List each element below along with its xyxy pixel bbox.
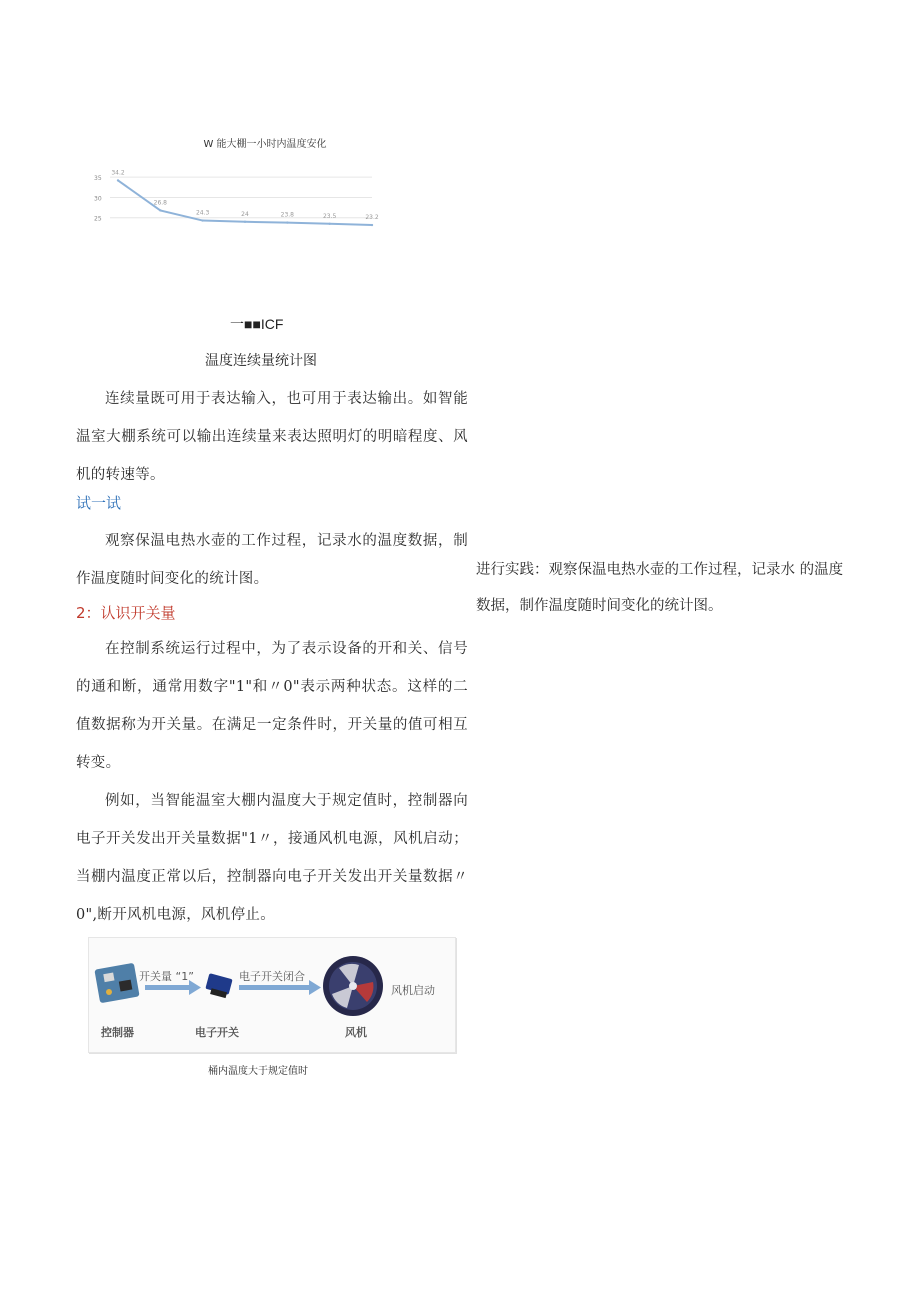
section2-body — [76, 630, 468, 934]
paragraph-continuous — [76, 380, 468, 494]
y-tick-label: 35 — [94, 175, 102, 183]
data-label: 24.3 — [195, 209, 210, 217]
section2-paragraph2: 例如，当智能温室大棚内温度大于规定值时，控制器向电子开关发出开关量数据"1〃，接通风机电源，风机启动；当棚内温度正常以后，控制器向电子开关发出开关量数据〃0",断开风机电源，风机停止。 — [76, 793, 468, 923]
data-label: 23.8 — [280, 211, 295, 219]
section2-heading: 2：认识开关量 — [76, 604, 176, 622]
data-point — [286, 221, 288, 223]
temperature-line-chart — [82, 160, 382, 240]
y-tick-label: 30 — [94, 195, 102, 203]
section2-paragraph1: 在控制系统运行过程中，为了表示设备的开和关、信号的通和断，通常用数字"1"和〃0"表示两种状态。这样的二值数据称为开关量。在满足一定条件时，开关量的值可相互转变。 — [76, 641, 468, 771]
fan-status-label: 风机启动 — [391, 984, 435, 997]
data-label: 34.2 — [111, 169, 125, 177]
switch-diagram — [88, 937, 456, 1053]
controller-label: 控制器 — [101, 1026, 134, 1039]
arrow1-label: 开关量 “1” — [139, 970, 194, 983]
data-label: 23.2 — [365, 214, 379, 222]
try-paragraph — [76, 522, 468, 598]
data-point — [328, 223, 330, 225]
side-note: 进行实践：观察保温电热水壶的工作过程，记录水 的温度数据，制作温度随时间变化的统计图。 — [476, 562, 844, 614]
controller-board-icon — [94, 963, 139, 1003]
chart-legend: 一■■ICF — [230, 316, 284, 332]
chart-title: W 能大棚一小时内温度安化 — [203, 139, 327, 150]
data-label: 23.5 — [322, 212, 337, 220]
diagram-caption: 桶内温度大于规定值时 — [208, 1066, 308, 1077]
switch-label: 电子开关 — [195, 1026, 239, 1039]
try-text: 观察保温电热水壶的工作过程，记录水的温度数据，制作温度随时间变化的统计图。 — [76, 533, 468, 587]
data-label: 26.8 — [153, 199, 168, 207]
y-tick-label: 25 — [94, 215, 102, 223]
figure-caption: 温度连续量统计图 — [205, 353, 317, 369]
paragraph-text: 连续量既可用于表达输入，也可用于表达输出。如智能温室大棚系统可以输出连续量来表达照明灯的明暗程度、风机的转速等。 — [76, 391, 468, 483]
data-point — [371, 224, 373, 226]
data-point — [117, 179, 119, 181]
try-heading: 试一试 — [76, 494, 122, 512]
arrow2-label: 电子开关闭合 — [239, 970, 305, 983]
electronic-switch-icon — [205, 973, 232, 998]
data-point — [244, 221, 246, 223]
fan-label: 风机 — [345, 1026, 367, 1039]
data-point — [159, 209, 161, 211]
fan-icon — [323, 956, 383, 1016]
data-point — [201, 219, 203, 221]
data-label: 24 — [241, 210, 249, 218]
